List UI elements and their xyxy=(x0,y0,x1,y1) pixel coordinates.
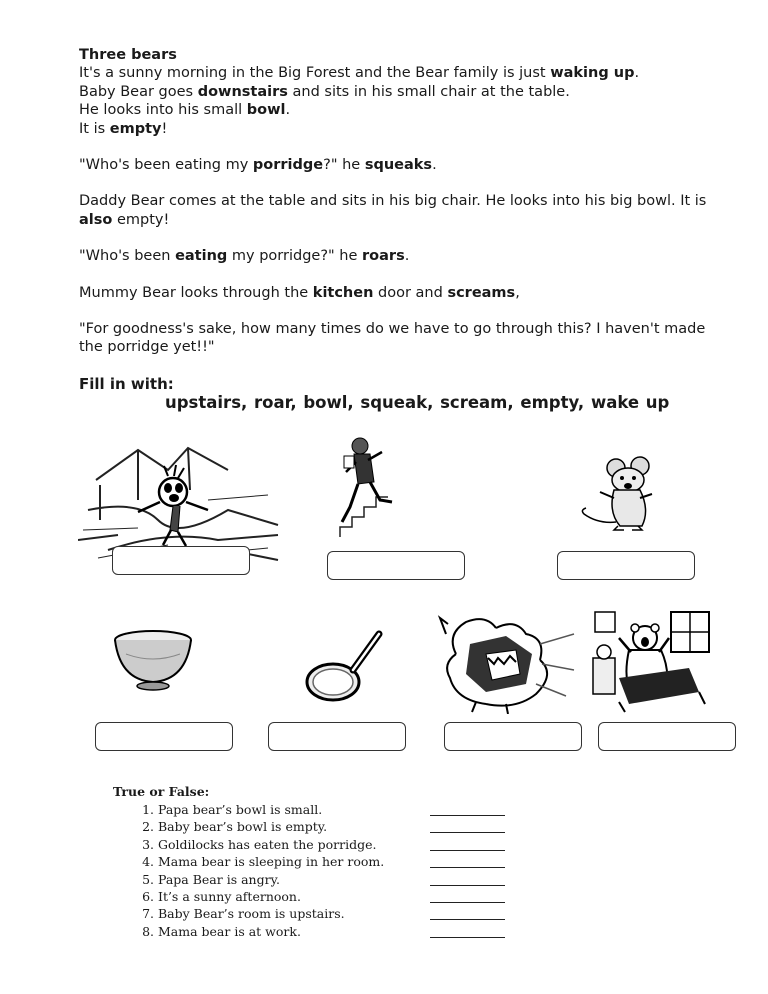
story-text: . xyxy=(404,248,410,265)
true-false-title: True or False: xyxy=(113,784,210,799)
word-bank: upstairs, roar, bowl, squeak, scream, empty, wake up xyxy=(165,393,670,412)
story-text: It is xyxy=(79,120,110,137)
story xyxy=(79,46,729,357)
story-line xyxy=(79,247,729,265)
story-line xyxy=(79,120,729,138)
answer-line[interactable] xyxy=(430,867,505,868)
bear-waking-up-icon xyxy=(589,608,717,714)
answer-box[interactable] xyxy=(444,722,582,751)
story-text: It's a sunny morning in the Big Forest and the Bear family is just xyxy=(79,65,551,82)
story-text: ! xyxy=(161,120,168,137)
bold-word: porridge xyxy=(252,157,324,174)
story-text: and sits in his small chair at the table. xyxy=(287,83,570,100)
story-text: empty! xyxy=(112,211,170,228)
bold-word: downstairs xyxy=(197,83,288,100)
story-line xyxy=(79,101,729,119)
answer-box[interactable] xyxy=(598,722,736,751)
story-text: , xyxy=(515,284,520,301)
story-text: . xyxy=(432,157,437,174)
story-text: He looks into his small xyxy=(79,102,247,119)
true-false-list xyxy=(113,801,384,940)
roaring-lion-icon xyxy=(436,614,576,714)
bold-word: squeaks xyxy=(364,157,433,174)
bowl-icon xyxy=(112,628,194,692)
bold-word: also xyxy=(79,211,113,228)
story-text: Mummy Bear looks through the xyxy=(79,284,313,301)
story-title: Three bears xyxy=(79,47,177,63)
story-text: door and xyxy=(373,284,448,301)
story-text: "Who's been eating my xyxy=(79,157,253,174)
true-false-section xyxy=(113,784,384,940)
story-text: "Who's been xyxy=(79,248,176,265)
bold-word: waking up xyxy=(550,65,635,82)
answer-line[interactable] xyxy=(430,885,505,886)
story-line xyxy=(79,320,729,357)
climbing-stairs-icon xyxy=(330,432,410,542)
list-item: 4. Mama bear is sleeping in her room. xyxy=(158,853,384,870)
answer-line[interactable] xyxy=(430,815,505,816)
bold-word: eating xyxy=(175,248,228,265)
bold-word: kitchen xyxy=(312,284,374,301)
bold-word: roars xyxy=(362,248,405,265)
story-text: . xyxy=(285,102,291,119)
answer-line[interactable] xyxy=(430,902,505,903)
fill-in-title: Fill in with: xyxy=(79,375,174,393)
story-line xyxy=(79,284,729,302)
list-item: 1. Papa bear’s bowl is small. xyxy=(158,801,384,818)
story-line xyxy=(79,156,729,174)
answer-line[interactable] xyxy=(430,832,505,833)
story-text: . xyxy=(634,65,640,82)
story-line xyxy=(79,192,729,229)
list-item: 3. Goldilocks has eaten the porridge. xyxy=(158,836,384,853)
story-line xyxy=(79,83,729,101)
frying-pan-icon xyxy=(303,630,383,705)
bold-word: bowl xyxy=(246,102,286,119)
story-text: my porridge?" he xyxy=(227,248,363,265)
story-text: ?" he xyxy=(323,157,365,174)
story-line xyxy=(79,64,729,82)
list-item: 7. Baby Bear’s room is upstairs. xyxy=(158,905,384,922)
story-text: Daddy Bear comes at the table and sits in his big chair. He looks into his big bowl. It is xyxy=(79,193,707,210)
answer-line[interactable] xyxy=(430,937,505,938)
answer-line[interactable] xyxy=(430,850,505,851)
answer-box[interactable] xyxy=(112,546,250,575)
answer-box[interactable] xyxy=(95,722,233,751)
squeaking-mouse-icon xyxy=(578,452,668,532)
story-text: Baby Bear goes xyxy=(79,83,198,100)
story-text: "For goodness's sake, how many times do we have to go through this? I haven't made the porridge yet!!" xyxy=(79,321,706,356)
answer-line[interactable] xyxy=(430,919,505,920)
list-item: 8. Mama bear is at work. xyxy=(158,923,384,940)
answer-box[interactable] xyxy=(327,551,465,580)
list-item: 5. Papa Bear is angry. xyxy=(158,871,384,888)
list-item: 6. It’s a sunny afternoon. xyxy=(158,888,384,905)
bold-word: empty xyxy=(109,120,162,137)
answer-box[interactable] xyxy=(557,551,695,580)
list-item: 2. Baby bear’s bowl is empty. xyxy=(158,818,384,835)
bold-word: screams xyxy=(447,284,516,301)
answer-box[interactable] xyxy=(268,722,406,751)
